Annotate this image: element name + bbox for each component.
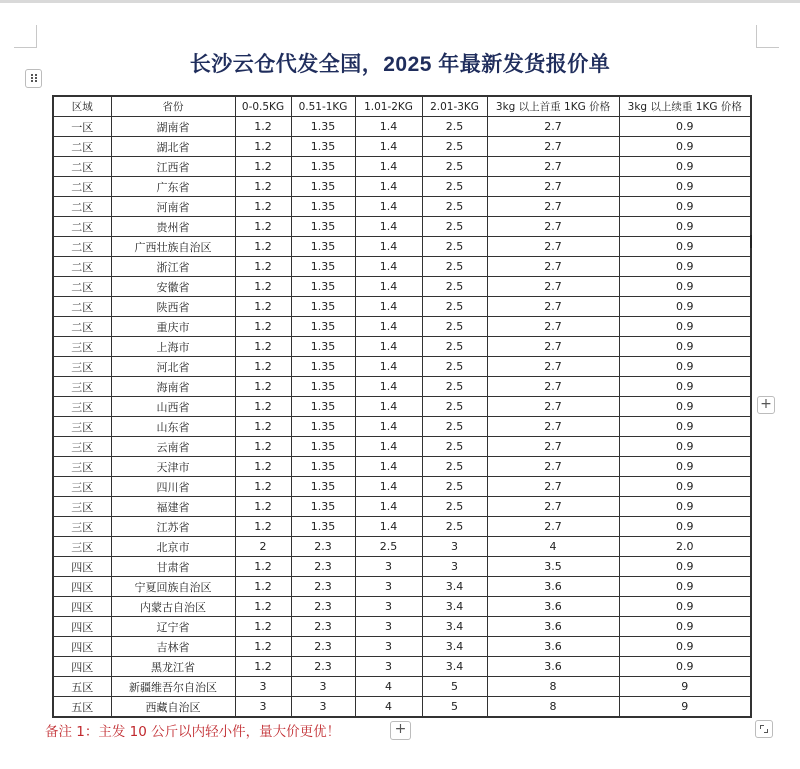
table-row (53, 257, 751, 277)
price-cell: 4 (355, 697, 422, 718)
table-row (53, 317, 751, 337)
table-row (53, 457, 751, 477)
price-cell: 1.4 (355, 457, 422, 477)
price-cell: 2.7 (487, 337, 619, 357)
price-cell: 3.4 (422, 617, 487, 637)
zone-cell: 三区 (53, 377, 111, 397)
column-header: 0-0.5KG (235, 96, 291, 117)
page-corner-marker-top-right (756, 25, 779, 48)
province-cell: 黑龙江省 (111, 657, 235, 677)
price-cell: 1.2 (235, 617, 291, 637)
price-cell: 1.4 (355, 317, 422, 337)
table-row (53, 177, 751, 197)
price-cell: 2.5 (422, 157, 487, 177)
table-row (53, 677, 751, 697)
price-cell: 2.5 (422, 437, 487, 457)
table-row (53, 697, 751, 718)
price-cell: 1.4 (355, 257, 422, 277)
price-cell: 3.4 (422, 577, 487, 597)
price-cell: 8 (487, 677, 619, 697)
price-cell: 0.9 (619, 297, 751, 317)
zone-cell: 四区 (53, 577, 111, 597)
price-cell: 2.3 (291, 537, 355, 557)
price-cell: 0.9 (619, 457, 751, 477)
price-cell: 1.2 (235, 637, 291, 657)
price-cell: 1.4 (355, 337, 422, 357)
price-cell: 2.7 (487, 217, 619, 237)
price-cell: 1.4 (355, 377, 422, 397)
zone-cell: 四区 (53, 637, 111, 657)
column-header: 省份 (111, 96, 235, 117)
price-cell: 0.9 (619, 417, 751, 437)
price-cell: 3 (355, 597, 422, 617)
price-cell: 2.7 (487, 477, 619, 497)
price-cell: 2.5 (422, 317, 487, 337)
table-row (53, 197, 751, 217)
price-cell: 2.5 (422, 297, 487, 317)
price-cell: 2.7 (487, 117, 619, 137)
price-cell: 3 (235, 697, 291, 718)
price-cell: 2.5 (422, 257, 487, 277)
province-cell: 宁夏回族自治区 (111, 577, 235, 597)
price-cell: 3.5 (487, 557, 619, 577)
table-row (53, 277, 751, 297)
price-cell: 3 (355, 637, 422, 657)
province-cell: 西藏自治区 (111, 697, 235, 718)
province-cell: 江西省 (111, 157, 235, 177)
price-cell: 2.7 (487, 517, 619, 537)
price-cell: 1.2 (235, 597, 291, 617)
table-row (53, 617, 751, 637)
table-row (53, 337, 751, 357)
price-cell: 1.4 (355, 117, 422, 137)
price-cell: 3 (422, 537, 487, 557)
zone-cell: 五区 (53, 677, 111, 697)
price-cell: 0.9 (619, 177, 751, 197)
price-cell: 1.2 (235, 517, 291, 537)
price-cell: 0.9 (619, 617, 751, 637)
province-cell: 江苏省 (111, 517, 235, 537)
price-cell: 0.9 (619, 557, 751, 577)
price-cell: 2.7 (487, 177, 619, 197)
price-cell: 2.5 (422, 517, 487, 537)
price-cell: 1.4 (355, 277, 422, 297)
price-cell: 1.4 (355, 157, 422, 177)
price-cell: 1.2 (235, 477, 291, 497)
table-row (53, 217, 751, 237)
price-cell: 3.4 (422, 597, 487, 617)
zone-cell: 二区 (53, 317, 111, 337)
price-cell: 1.2 (235, 497, 291, 517)
price-cell: 0.9 (619, 637, 751, 657)
zone-cell: 二区 (53, 197, 111, 217)
column-header: 1.01-2KG (355, 96, 422, 117)
table-row (53, 497, 751, 517)
price-cell: 3 (355, 617, 422, 637)
price-cell: 2.7 (487, 157, 619, 177)
price-cell: 1.35 (291, 277, 355, 297)
price-cell: 1.35 (291, 237, 355, 257)
table-row (53, 357, 751, 377)
province-cell: 吉林省 (111, 637, 235, 657)
price-cell: 1.35 (291, 257, 355, 277)
price-cell: 1.35 (291, 337, 355, 357)
price-cell: 0.9 (619, 517, 751, 537)
price-cell: 9 (619, 697, 751, 718)
price-cell: 1.35 (291, 117, 355, 137)
price-cell: 1.35 (291, 417, 355, 437)
price-cell: 1.2 (235, 317, 291, 337)
zone-cell: 四区 (53, 617, 111, 637)
zone-cell: 三区 (53, 497, 111, 517)
province-cell: 贵州省 (111, 217, 235, 237)
price-cell: 1.35 (291, 297, 355, 317)
price-cell: 2.5 (422, 117, 487, 137)
price-cell: 0.9 (619, 317, 751, 337)
price-cell: 3.6 (487, 617, 619, 637)
price-cell: 2.5 (422, 477, 487, 497)
price-cell: 1.2 (235, 217, 291, 237)
table-row (53, 397, 751, 417)
price-cell: 0.9 (619, 377, 751, 397)
price-cell: 1.2 (235, 657, 291, 677)
price-cell: 0.9 (619, 277, 751, 297)
price-cell: 1.35 (291, 477, 355, 497)
price-cell: 1.4 (355, 217, 422, 237)
province-cell: 广西壮族自治区 (111, 237, 235, 257)
zone-cell: 二区 (53, 257, 111, 277)
price-cell: 3.4 (422, 637, 487, 657)
price-cell: 1.4 (355, 397, 422, 417)
price-cell: 0.9 (619, 497, 751, 517)
price-cell: 2.7 (487, 457, 619, 477)
table-row (53, 657, 751, 677)
province-cell: 内蒙古自治区 (111, 597, 235, 617)
table-row (53, 517, 751, 537)
price-cell: 0.9 (619, 117, 751, 137)
price-cell: 3 (355, 657, 422, 677)
province-cell: 山西省 (111, 397, 235, 417)
page-corner-marker-top-left (14, 25, 37, 48)
price-cell: 2.5 (422, 277, 487, 297)
footnote: 备注 1：主发 10 公斤以内轻小件，量大价更优！ (45, 724, 341, 740)
province-cell: 浙江省 (111, 257, 235, 277)
price-cell: 0.9 (619, 577, 751, 597)
price-cell: 3 (291, 677, 355, 697)
price-cell: 1.2 (235, 157, 291, 177)
table-header-row (53, 96, 751, 117)
price-cell: 2.3 (291, 597, 355, 617)
province-cell: 陕西省 (111, 297, 235, 317)
price-cell: 1.2 (235, 117, 291, 137)
column-header: 2.01-3KG (422, 96, 487, 117)
price-cell: 1.4 (355, 437, 422, 457)
zone-cell: 二区 (53, 157, 111, 177)
table-row (53, 377, 751, 397)
zone-cell: 二区 (53, 137, 111, 157)
price-cell: 2.7 (487, 357, 619, 377)
price-cell: 1.35 (291, 317, 355, 337)
zone-cell: 三区 (53, 537, 111, 557)
price-cell: 2.5 (422, 377, 487, 397)
price-cell: 2.7 (487, 437, 619, 457)
price-cell: 1.4 (355, 297, 422, 317)
table-row (53, 637, 751, 657)
table-row (53, 117, 751, 137)
price-cell: 2.3 (291, 637, 355, 657)
price-cell: 3.4 (422, 657, 487, 677)
price-cell: 1.2 (235, 357, 291, 377)
resize-icon-corner (764, 729, 768, 733)
price-cell: 9 (619, 677, 751, 697)
province-cell: 云南省 (111, 437, 235, 457)
zone-cell: 五区 (53, 697, 111, 718)
zone-cell: 三区 (53, 337, 111, 357)
table-row (53, 157, 751, 177)
price-cell: 2.5 (422, 417, 487, 437)
column-header: 0.51-1KG (291, 96, 355, 117)
table-row (53, 237, 751, 257)
table-row (53, 477, 751, 497)
price-cell: 2.5 (422, 457, 487, 477)
price-cell: 2.5 (422, 217, 487, 237)
price-cell: 0.9 (619, 157, 751, 177)
price-cell: 1.35 (291, 457, 355, 477)
table-row (53, 297, 751, 317)
table-row (53, 437, 751, 457)
table-row (53, 417, 751, 437)
price-cell: 1.2 (235, 417, 291, 437)
price-cell: 1.35 (291, 197, 355, 217)
zone-cell: 三区 (53, 357, 111, 377)
price-cell: 1.35 (291, 157, 355, 177)
price-cell: 1.35 (291, 437, 355, 457)
price-cell: 1.4 (355, 197, 422, 217)
price-cell: 1.35 (291, 217, 355, 237)
province-cell: 四川省 (111, 477, 235, 497)
price-cell: 0.9 (619, 197, 751, 217)
price-cell: 1.35 (291, 357, 355, 377)
price-cell: 2.3 (291, 577, 355, 597)
province-cell: 福建省 (111, 497, 235, 517)
province-cell: 安徽省 (111, 277, 235, 297)
price-cell: 1.4 (355, 237, 422, 257)
zone-cell: 三区 (53, 477, 111, 497)
price-cell: 2.5 (422, 197, 487, 217)
price-cell: 2.7 (487, 277, 619, 297)
price-table (52, 95, 752, 718)
price-cell: 2 (235, 537, 291, 557)
price-cell: 1.2 (235, 257, 291, 277)
price-cell: 0.9 (619, 217, 751, 237)
price-cell: 1.35 (291, 377, 355, 397)
province-cell: 上海市 (111, 337, 235, 357)
price-cell: 3 (422, 557, 487, 577)
price-cell: 3.6 (487, 597, 619, 617)
price-cell: 0.9 (619, 237, 751, 257)
price-cell: 1.2 (235, 297, 291, 317)
table-body (53, 117, 751, 718)
province-cell: 河南省 (111, 197, 235, 217)
price-cell: 8 (487, 697, 619, 718)
zone-cell: 二区 (53, 277, 111, 297)
price-cell: 2.7 (487, 257, 619, 277)
price-cell: 1.2 (235, 577, 291, 597)
price-cell: 0.9 (619, 397, 751, 417)
zone-cell: 三区 (53, 517, 111, 537)
price-cell: 4 (487, 537, 619, 557)
price-cell: 1.2 (235, 197, 291, 217)
price-cell: 0.9 (619, 357, 751, 377)
zone-cell: 三区 (53, 397, 111, 417)
column-resize-cursor[interactable] (750, 235, 752, 248)
price-cell: 2.5 (355, 537, 422, 557)
zone-cell: 四区 (53, 597, 111, 617)
province-cell: 河北省 (111, 357, 235, 377)
price-cell: 0.9 (619, 597, 751, 617)
price-cell: 2.5 (422, 497, 487, 517)
column-header: 3kg 以上续重 1KG 价格 (619, 96, 751, 117)
price-cell: 3 (235, 677, 291, 697)
price-cell: 2.7 (487, 377, 619, 397)
zone-cell: 二区 (53, 237, 111, 257)
province-cell: 湖南省 (111, 117, 235, 137)
price-cell: 4 (355, 677, 422, 697)
column-header: 区域 (53, 96, 111, 117)
price-cell: 1.35 (291, 497, 355, 517)
price-cell: 1.4 (355, 417, 422, 437)
table-move-handle[interactable] (25, 69, 42, 88)
price-cell: 3 (355, 557, 422, 577)
add-row-button[interactable]: + (390, 721, 411, 740)
price-cell: 1.4 (355, 517, 422, 537)
price-cell: 1.2 (235, 557, 291, 577)
price-cell: 1.4 (355, 137, 422, 157)
price-cell: 2.7 (487, 137, 619, 157)
zone-cell: 三区 (53, 437, 111, 457)
grid-dots-icon (31, 74, 37, 83)
price-cell: 1.35 (291, 517, 355, 537)
price-cell: 1.4 (355, 357, 422, 377)
province-cell: 山东省 (111, 417, 235, 437)
price-cell: 3.6 (487, 577, 619, 597)
zone-cell: 二区 (53, 217, 111, 237)
price-cell: 1.4 (355, 497, 422, 517)
price-cell: 2.7 (487, 497, 619, 517)
province-cell: 新疆维吾尔自治区 (111, 677, 235, 697)
price-cell: 2.0 (619, 537, 751, 557)
table-row (53, 597, 751, 617)
price-cell: 3 (355, 577, 422, 597)
price-cell: 2.7 (487, 297, 619, 317)
price-cell: 1.35 (291, 177, 355, 197)
province-cell: 海南省 (111, 377, 235, 397)
zone-cell: 四区 (53, 657, 111, 677)
province-cell: 天津市 (111, 457, 235, 477)
price-cell: 2.3 (291, 617, 355, 637)
price-cell: 2.7 (487, 237, 619, 257)
price-cell: 0.9 (619, 137, 751, 157)
price-cell: 3 (291, 697, 355, 718)
price-cell: 2.7 (487, 417, 619, 437)
price-cell: 2.5 (422, 177, 487, 197)
price-cell: 2.3 (291, 657, 355, 677)
zone-cell: 二区 (53, 177, 111, 197)
price-cell: 1.35 (291, 397, 355, 417)
province-cell: 甘肃省 (111, 557, 235, 577)
price-cell: 5 (422, 697, 487, 718)
price-cell: 0.9 (619, 437, 751, 457)
province-cell: 湖北省 (111, 137, 235, 157)
price-cell: 1.2 (235, 397, 291, 417)
add-column-button[interactable]: + (757, 396, 775, 414)
price-cell: 2.7 (487, 317, 619, 337)
province-cell: 北京市 (111, 537, 235, 557)
province-cell: 辽宁省 (111, 617, 235, 637)
price-cell: 1.2 (235, 237, 291, 257)
top-border (0, 0, 800, 3)
price-cell: 3.6 (487, 637, 619, 657)
price-cell: 1.2 (235, 437, 291, 457)
table-row (53, 137, 751, 157)
price-cell: 1.2 (235, 137, 291, 157)
price-cell: 2.5 (422, 337, 487, 357)
zone-cell: 四区 (53, 557, 111, 577)
price-cell: 2.5 (422, 397, 487, 417)
price-cell: 1.35 (291, 137, 355, 157)
price-cell: 2.5 (422, 357, 487, 377)
table-row (53, 557, 751, 577)
price-cell: 0.9 (619, 477, 751, 497)
table-row (53, 537, 751, 557)
price-cell: 1.2 (235, 457, 291, 477)
table-row (53, 577, 751, 597)
price-cell: 2.5 (422, 137, 487, 157)
price-cell: 1.2 (235, 377, 291, 397)
zone-cell: 三区 (53, 417, 111, 437)
province-cell: 重庆市 (111, 317, 235, 337)
price-cell: 2.7 (487, 397, 619, 417)
price-cell: 2.5 (422, 237, 487, 257)
price-cell: 1.4 (355, 177, 422, 197)
zone-cell: 二区 (53, 297, 111, 317)
price-cell: 2.3 (291, 557, 355, 577)
price-cell: 0.9 (619, 337, 751, 357)
price-cell: 1.2 (235, 177, 291, 197)
zone-cell: 一区 (53, 117, 111, 137)
price-cell: 5 (422, 677, 487, 697)
table-resize-button[interactable] (755, 720, 773, 738)
price-cell: 1.2 (235, 277, 291, 297)
price-cell: 1.2 (235, 337, 291, 357)
price-cell: 2.7 (487, 197, 619, 217)
province-cell: 广东省 (111, 177, 235, 197)
price-cell: 0.9 (619, 257, 751, 277)
zone-cell: 三区 (53, 457, 111, 477)
column-header: 3kg 以上首重 1KG 价格 (487, 96, 619, 117)
price-cell: 0.9 (619, 657, 751, 677)
page-title: 长沙云仓代发全国，2025 年最新发货报价单 (189, 53, 611, 76)
price-cell: 3.6 (487, 657, 619, 677)
price-cell: 1.4 (355, 477, 422, 497)
